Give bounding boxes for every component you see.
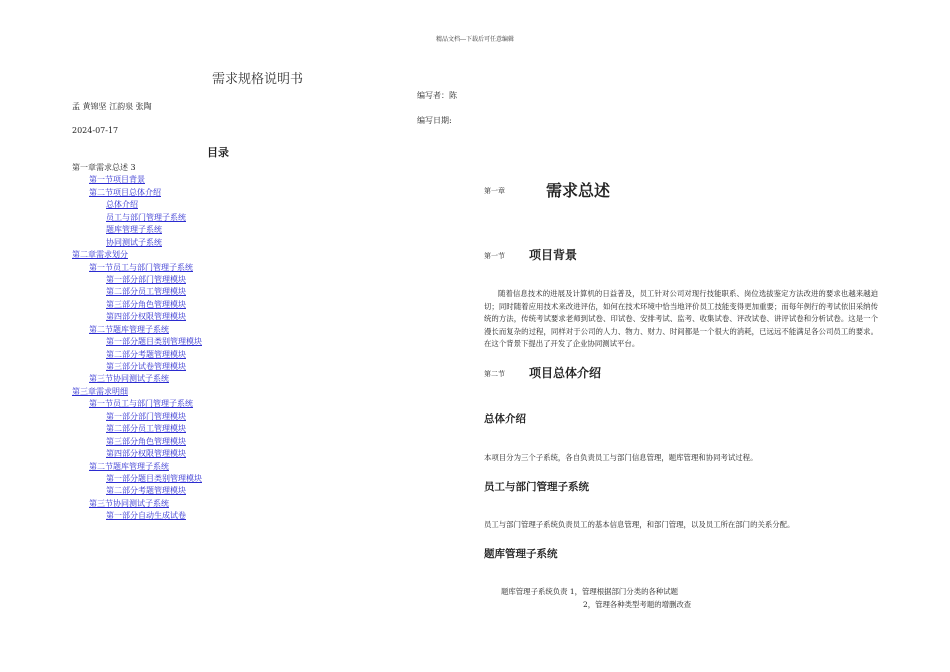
chapter-title: 需求总述 — [546, 181, 611, 200]
toc-entry — [72, 473, 202, 485]
toc-link[interactable]: 第二部分员工管理模块 — [106, 424, 186, 434]
toc-link[interactable]: 第二节项目总体介绍 — [89, 187, 161, 197]
toc-entry — [72, 411, 202, 423]
toc-entry — [72, 249, 202, 261]
toc-entry — [72, 311, 202, 323]
toc-link[interactable]: 第三部分角色管理模块 — [106, 299, 186, 309]
toc-link[interactable]: 第三部分角色管理模块 — [106, 436, 186, 446]
subsection-heading: 总体介绍 — [484, 413, 526, 425]
toc-link[interactable]: 第二部分考题管理模块 — [106, 349, 186, 359]
toc-link[interactable]: 第一部分题目类别管理模块 — [106, 337, 202, 347]
document-date: 2024-07-17 — [72, 126, 119, 135]
toc-title: 目录 — [207, 146, 229, 159]
toc-link[interactable]: 第一节项目背景 — [89, 175, 145, 185]
background-paragraph: 随着信息技术的进展及计算机的日益普及，员工针对公司对现行技能职系、岗位选拔鉴定方法改进的要求也越来越迫切；同时随着应用技术来改进评估，如何在技术环境中恰当地评价员工技能变得更加重要；而每年例行的考试依旧采纳传统的方法，传统考试要求老师到试卷、印试卷、安排考试、监考、收集试卷、评改试卷、讲评试卷和分析试卷。这是一个漫长而复杂的过程，同样对于公司的人力、物力、财力、时间都是一个很大的消耗，已远远不能满足各公司员工的要求。在这个背景下提出了开发了企业协同测试平台。 — [484, 289, 878, 349]
subsection-text: 本项目分为三个子系统，各自负责员工与部门信息管理，题库管理和协同考试过程。 — [484, 453, 758, 462]
write-date: 编写日期: — [417, 116, 452, 125]
toc-entry — [72, 498, 202, 510]
toc-entry — [72, 262, 202, 274]
toc-link[interactable]: 第一部分题目类别管理模块 — [106, 473, 202, 483]
toc-link[interactable]: 第一节员工与部门管理子系统 — [89, 262, 193, 272]
toc-entry — [72, 174, 202, 186]
toc-entry — [72, 349, 202, 361]
toc-entry — [72, 224, 202, 236]
toc-link[interactable]: 第二章需求划分 — [72, 250, 128, 260]
subsection-text: 题库管理子系统负责 1，管理根据部门分类的各种试题 — [501, 587, 679, 596]
section-title: 项目背景 — [529, 248, 578, 262]
toc-entry — [72, 199, 202, 211]
toc-link[interactable]: 第四部分权限管理模块 — [106, 312, 186, 322]
table-of-contents — [72, 162, 202, 523]
toc-entry — [72, 361, 202, 373]
toc-entry — [72, 510, 202, 522]
writer: 编写者：陈 — [417, 91, 457, 100]
toc-link[interactable]: 第一节员工与部门管理子系统 — [89, 399, 193, 409]
toc-link[interactable]: 第三部分试卷管理模块 — [106, 362, 186, 371]
toc-link[interactable]: 第一部分部门管理模块 — [106, 411, 186, 421]
toc-link[interactable]: 员工与部门管理子系统 — [106, 212, 186, 222]
toc-link[interactable]: 第二部分员工管理模块 — [106, 287, 186, 297]
section-title: 项目总体介绍 — [529, 366, 602, 380]
toc-entry — [72, 324, 202, 336]
section-label: 第一节 — [484, 252, 505, 260]
toc-link[interactable]: 第三节协同测试子系统 — [89, 498, 169, 508]
toc-link[interactable]: 第二节题库管理子系统 — [89, 461, 169, 471]
section-label: 第二节 — [484, 370, 505, 378]
document-title: 需求规格说明书 — [212, 72, 304, 87]
toc-entry — [72, 212, 202, 224]
subsection-text: 员工与部门管理子系统负责员工的基本信息管理，和部门管理，以及员工所在部门的关系分配。 — [484, 520, 795, 529]
toc-entry — [72, 461, 202, 473]
toc-entry — [72, 373, 202, 385]
subsection-text: 2，管理各种类型考题的增删改查 — [583, 600, 692, 609]
toc-link[interactable]: 第二部分考题管理模块 — [106, 486, 186, 496]
chapter-label: 第一章 — [484, 187, 505, 195]
toc-link[interactable]: 协同测试子系统 — [106, 237, 162, 247]
toc-link[interactable]: 第四部分权限管理模块 — [106, 449, 186, 459]
toc-entry — [72, 485, 202, 497]
toc-link[interactable]: 第三节协同测试子系统 — [89, 374, 169, 384]
toc-entry — [72, 336, 202, 348]
toc-entry — [72, 237, 202, 249]
toc-link[interactable]: 第三章需求明细 — [72, 386, 128, 396]
subsection-heading: 题库管理子系统 — [484, 548, 558, 560]
toc-entry — [72, 398, 202, 410]
toc-entry — [72, 187, 202, 199]
toc-entry — [72, 274, 202, 286]
toc-entry — [72, 286, 202, 298]
toc-entry — [72, 386, 202, 398]
authors: 孟 黄锦坚 江韵泉 张陶 — [72, 102, 152, 111]
toc-link[interactable]: 第一部分自动生成试卷 — [106, 511, 186, 521]
toc-entry — [72, 423, 202, 435]
header-note: 精品文档---下载后可任意编辑 — [435, 36, 515, 43]
subsection-heading: 员工与部门管理子系统 — [484, 481, 589, 493]
toc-text: 第一章需求总述 3 — [72, 163, 136, 172]
toc-entry — [72, 436, 202, 448]
toc-link[interactable]: 题库管理子系统 — [106, 225, 162, 235]
toc-entry — [72, 299, 202, 311]
toc-link[interactable]: 第二节题库管理子系统 — [89, 324, 169, 334]
toc-entry — [72, 448, 202, 460]
toc-entry — [72, 162, 202, 174]
toc-link[interactable]: 第一部分部门管理模块 — [106, 274, 186, 284]
toc-link[interactable]: 总体介绍 — [106, 200, 138, 210]
